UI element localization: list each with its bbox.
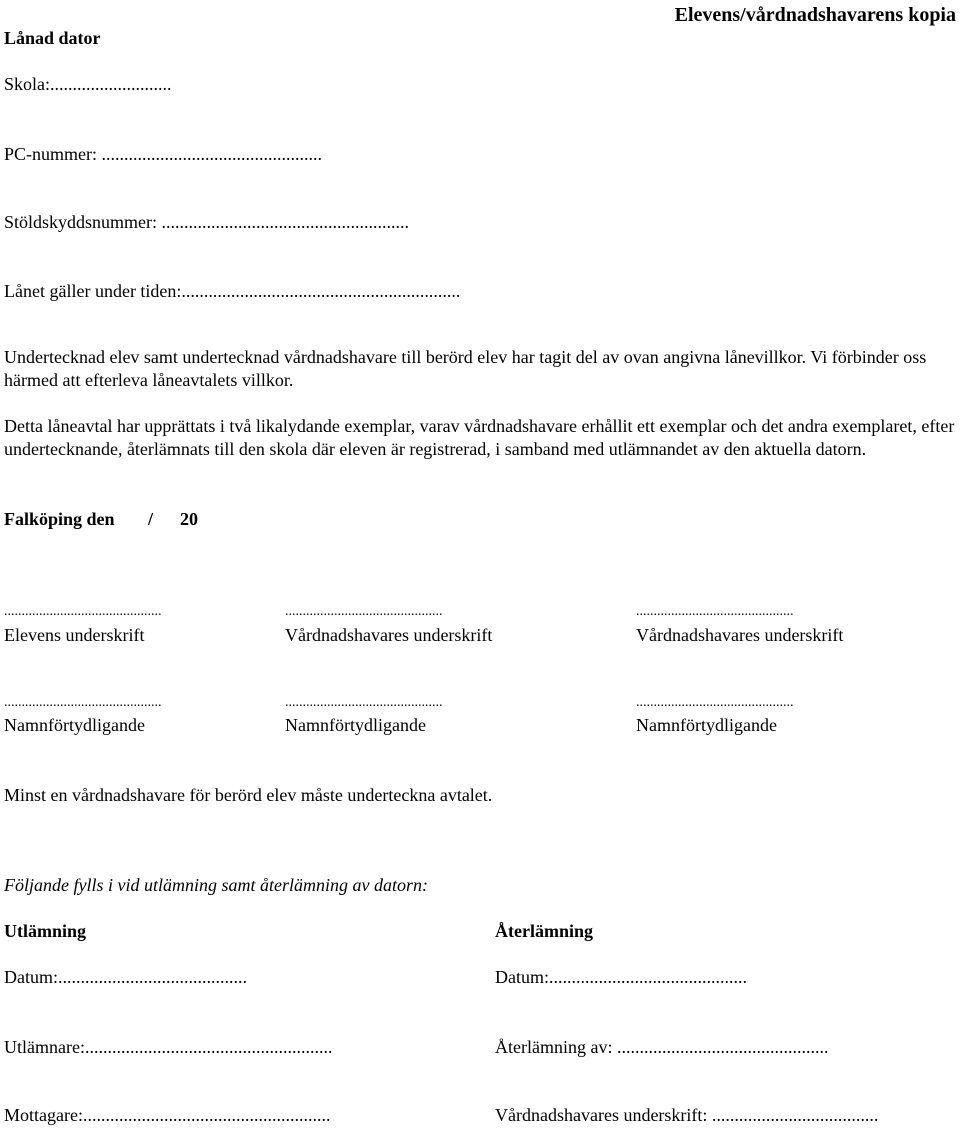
- signature-label-student: Elevens underskrift: [4, 625, 145, 645]
- year-label: 20: [180, 509, 198, 529]
- field-lanet-galler: Lånet gäller under tiden:..............................................................: [4, 281, 461, 301]
- copy-label: Elevens/vårdnadshavarens kopia: [674, 4, 956, 26]
- utlamnare-field: Utlämnare:.......................................................: [4, 1037, 333, 1057]
- document-title: Lånad dator: [4, 28, 101, 48]
- guardian-notice: Minst en vårdnadshavare för berörd elev måste underteckna avtalet.: [4, 785, 493, 805]
- aterlamning-av-field: Återlämning av: ...............................................: [495, 1037, 829, 1057]
- agreement-paragraph: Undertecknad elev samt undertecknad vårdnadshavare till berörd elev har tagit del av ovan angivna lånevillkor. Vi förbinder oss härmed att efterleva låneavtalets villkor.: [4, 347, 927, 390]
- copies-paragraph: Detta låneavtal har upprättats i två likalydande exemplar, varav vårdnadshavare erhållit ett exemplar och det andra exemplaret, efter undertecknande, återlämnats till den skola där eleven är registrerad, i samband med utlämnandet av den aktuella datorn.: [4, 416, 955, 459]
- utlamning-heading: Utlämning: [4, 921, 87, 941]
- aterlamning-datum-field: Datum:............................................: [495, 967, 747, 987]
- date-slash: /: [148, 509, 154, 529]
- field-skola: Skola:...........................: [4, 74, 172, 94]
- utlamning-datum-field: Datum:..........................................: [4, 967, 247, 987]
- handover-intro: Följande fylls i vid utlämning samt återlämning av datorn:: [4, 875, 428, 895]
- vardnadshavare-signature-field: Vårdnadshavares underskrift: .....................................: [495, 1105, 879, 1125]
- name-label-guardian-1: Namnförtydligande: [285, 715, 426, 735]
- signature-label-guardian-1: Vårdnadshavares underskrift: [285, 625, 493, 645]
- place-label: Falköping den: [4, 509, 115, 529]
- signature-label-guardian-2: Vårdnadshavares underskrift: [636, 625, 844, 645]
- name-label-guardian-2: Namnförtydligande: [636, 715, 777, 735]
- signature-line-guardian-2: .............................................: [636, 604, 794, 619]
- signature-line-guardian-1: .............................................: [285, 604, 443, 619]
- name-line-guardian-2: .............................................: [636, 695, 794, 710]
- mottagare-field: Mottagare:.......................................................: [4, 1105, 331, 1125]
- signature-line-student: .............................................: [4, 604, 162, 619]
- aterlamning-heading: Återlämning: [495, 921, 593, 941]
- name-line-guardian-1: .............................................: [285, 695, 443, 710]
- name-label-student: Namnförtydligande: [4, 715, 145, 735]
- field-pc-nummer: PC-nummer: .................................................: [4, 144, 322, 164]
- field-stoldskyddsnummer: Stöldskyddsnummer: .......................................................: [4, 212, 410, 232]
- name-line-student: .............................................: [4, 695, 162, 710]
